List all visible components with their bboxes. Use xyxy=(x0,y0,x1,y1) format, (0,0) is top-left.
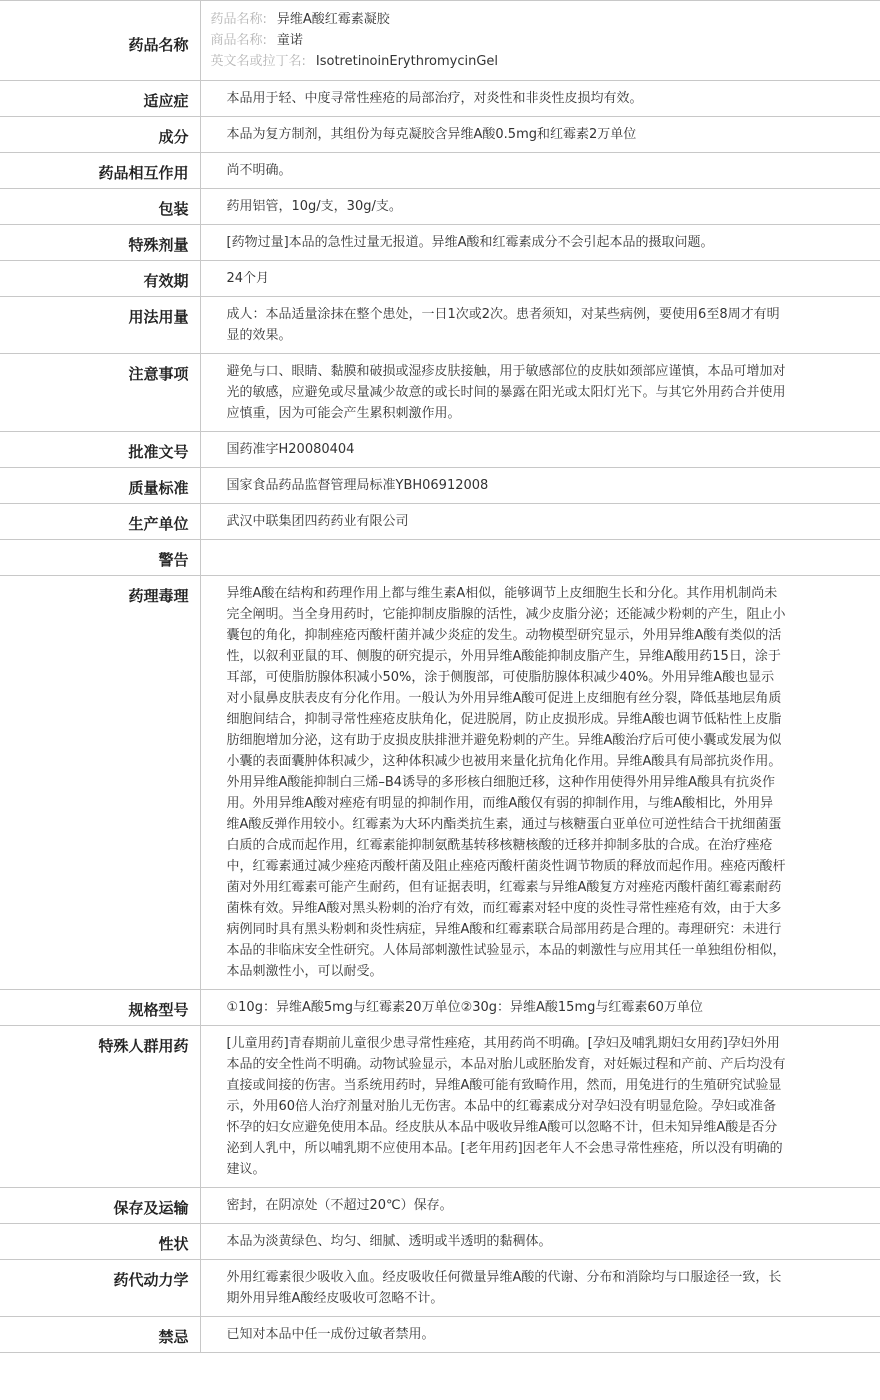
info-row xyxy=(0,153,880,189)
row-value: 本品为复方制剂，其组份为每克凝胶含异维A酸0.5mg和红霉素2万单位 xyxy=(200,117,880,153)
row-value: 本品用于轻、中度寻常性痤疮的局部治疗，对炎性和非炎性皮损均有效。 xyxy=(200,81,880,117)
row-label: 禁忌 xyxy=(0,1317,200,1353)
row-label: 质量标准 xyxy=(0,468,200,504)
info-row xyxy=(0,1317,880,1353)
row-label: 规格型号 xyxy=(0,990,200,1026)
row-value: 成人：本品适量涂抹在整个患处，一日1次或2次。患者须知，对某些病例，要使用6至8周才有明显的效果。 xyxy=(200,297,880,354)
row-label: 注意事项 xyxy=(0,354,200,432)
row-value xyxy=(200,540,880,576)
row-value: ①10g：异维A酸5mg与红霉素20万单位②30g：异维A酸15mg与红霉素60万单位 xyxy=(200,990,880,1026)
row-value: 本品为淡黄绿色、均匀、细腻、透明或半透明的黏稠体。 xyxy=(200,1224,880,1260)
row-value: 国家食品药品监督管理局标准YBH06912008 xyxy=(200,468,880,504)
info-row xyxy=(0,432,880,468)
row-label: 成分 xyxy=(0,117,200,153)
row-value: 避免与口、眼睛、黏膜和破损或湿疹皮肤接触，用于敏感部位的皮肤如颈部应谨慎，本品可增加对光的敏感，应避免或尽量减少故意的或长时间的暴露在阳光或太阳灯光下。与其它外用药合并使用应慎重，因为可能会产生累积刺激作用。 xyxy=(200,354,880,432)
info-row xyxy=(0,189,880,225)
generic-name-key: 药品名称: xyxy=(210,12,267,27)
row-value: 异维A酸在结构和药理作用上都与维生素A相似，能够调节上皮细胞生长和分化。其作用机制尚未完全阐明。当全身用药时，它能抑制皮脂腺的活性，减少皮脂分泌；还能减少粉刺的产生，阻止小囊包的角化，抑制痤疮丙酸杆菌并减少炎症的发生。动物模型研究显示，外用异维A酸有类似的活性，以叙利亚鼠的耳、侧腹的研究提示，外用异维A酸能抑制皮脂产生，异维A酸用药15日，涂于耳部，可使脂肪腺体积减小50%，涂于侧腹部，可使脂肪腺体积减少40%。外用异维A酸也显示对小鼠鼻皮肤表皮有分化作用。一般认为外用异维A酸可促进上皮细胞有丝分裂，降低基地层角质细胞间结合，抑制寻常性痤疮皮肤角化，促进脱屑，防止皮损形成。异维A酸也调节低粘性上皮脂肪细胞增加分泌，这有助于皮损皮肤排泄并避免粉刺的产生。异维A酸治疗后可使小囊或发展为似小囊的表面囊肿体积减少，这种体积减少也被用来量化抗角化作用。异维A酸具有局部抗炎作用。外用异维A酸能抑制白三烯–B4诱导的多形核白细胞迁移，这种作用使得外用异维A酸具有抗炎作用。外用异维A酸对痤疮有明显的抑制作用，而维A酸仅有弱的抑制作用，与维A酸相比，外用异维A酸反弹作用较小。红霉素为大环内酯类抗生素，通过与核糖蛋白亚单位可逆性结合干扰细菌蛋白质的合成而起作用，红霉素能抑制氨酰基转移核糖核酸的迁移并抑制多肽的合成。在治疗痤疮中，红霉素通过减少痤疮丙酸杆菌及阻止痤疮丙酸杆菌炎性调节物质的释放而起作用。痤疮丙酸杆菌对外用红霉素可能产生耐药，但有证据表明，红霉素与异维A酸复方对痤疮丙酸杆菌红霉素耐药菌株有效。异维A酸对黑头粉刺的治疗有效，而红霉素对轻中度的炎性寻常性痤疮有效，由于大多病例同时具有黑头粉刺和炎性病症，异维A酸和红霉素联合局部用药是合理的。毒理研究：未进行本品的非临床安全性研究。人体局部刺激性试验显示，本品的刺激性与应用其任一单独组份相似，本品刺激性小，可以耐受。 xyxy=(200,576,880,990)
row-label: 性状 xyxy=(0,1224,200,1260)
row-label: 保存及运输 xyxy=(0,1188,200,1224)
generic-name-value: 异维A酸红霉素凝胶 xyxy=(276,12,390,27)
trade-name-value: 童诺 xyxy=(276,33,303,48)
info-row xyxy=(0,540,880,576)
info-row xyxy=(0,297,880,354)
info-row xyxy=(0,468,880,504)
english-name-value: IsotretinoinErythromycinGel xyxy=(315,54,498,69)
info-row xyxy=(0,117,880,153)
info-row xyxy=(0,1224,880,1260)
generic-name-line xyxy=(211,9,861,30)
row-label: 药代动力学 xyxy=(0,1260,200,1317)
row-label: 特殊剂量 xyxy=(0,225,200,261)
row-label: 有效期 xyxy=(0,261,200,297)
row-label: 用法用量 xyxy=(0,297,200,354)
row-value: 已知对本品中任一成份过敏者禁用。 xyxy=(200,1317,880,1353)
row-value: 外用红霉素很少吸收入血。经皮吸收任何微量异维A酸的代谢、分布和消除均与口服途径一致，长期外用异维A酸经皮吸收可忽略不计。 xyxy=(200,1260,880,1317)
row-value: 密封，在阴凉处（不超过20℃）保存。 xyxy=(200,1188,880,1224)
info-row xyxy=(0,261,880,297)
row-value: 国药准字H20080404 xyxy=(200,432,880,468)
row-label: 批准文号 xyxy=(0,432,200,468)
info-row xyxy=(0,576,880,990)
row-label: 药品相互作用 xyxy=(0,153,200,189)
row-label: 包装 xyxy=(0,189,200,225)
english-name-line xyxy=(211,51,861,72)
row-label: 生产单位 xyxy=(0,504,200,540)
row-value: [儿童用药]青春期前儿童很少患寻常性痤疮，其用药尚不明确。[孕妇及哺乳期妇女用药]孕妇外用本品的安全性尚不明确。动物试验显示，本品对胎儿或胚胎发育，对妊娠过程和产前、产后均没有直接或间接的伤害。当系统用药时，异维A酸可能有致畸作用，然而，用兔进行的生殖研究试验显示，外用60倍人治疗剂量对胎儿无伤害。本品中的红霉素成分对孕妇没有明显危险。孕妇或准备怀孕的妇女应避免使用本品。经皮肤从本品中吸收异维A酸可以忽略不计，但未知异维A酸是否分泌到人乳中，所以哺乳期不应使用本品。[老年用药]因老年人不会患寻常性痤疮，所以没有明确的建议。 xyxy=(200,1026,880,1188)
row-value: [药物过量]本品的急性过量无报道。异维A酸和红霉素成分不会引起本品的摄取问题。 xyxy=(200,225,880,261)
row-value: 尚不明确。 xyxy=(200,153,880,189)
drug-name-values xyxy=(200,1,880,81)
row-value: 药用铝管，10g/支，30g/支。 xyxy=(200,189,880,225)
drug-info-body xyxy=(0,1,880,1353)
row-value: 24个月 xyxy=(200,261,880,297)
info-row xyxy=(0,354,880,432)
drug-name-row xyxy=(0,1,880,81)
english-name-key: 英文名或拉丁名: xyxy=(210,54,306,69)
drug-name-label: 药品名称 xyxy=(0,1,200,81)
info-row xyxy=(0,990,880,1026)
info-row xyxy=(0,1026,880,1188)
row-value: 武汉中联集团四药药业有限公司 xyxy=(200,504,880,540)
trade-name-key: 商品名称: xyxy=(210,33,267,48)
trade-name-line xyxy=(211,30,861,51)
info-row xyxy=(0,504,880,540)
row-label: 药理毒理 xyxy=(0,576,200,990)
row-label: 适应症 xyxy=(0,81,200,117)
row-label: 特殊人群用药 xyxy=(0,1026,200,1188)
info-row xyxy=(0,225,880,261)
info-row xyxy=(0,1188,880,1224)
info-row xyxy=(0,1260,880,1317)
info-row xyxy=(0,81,880,117)
row-label: 警告 xyxy=(0,540,200,576)
